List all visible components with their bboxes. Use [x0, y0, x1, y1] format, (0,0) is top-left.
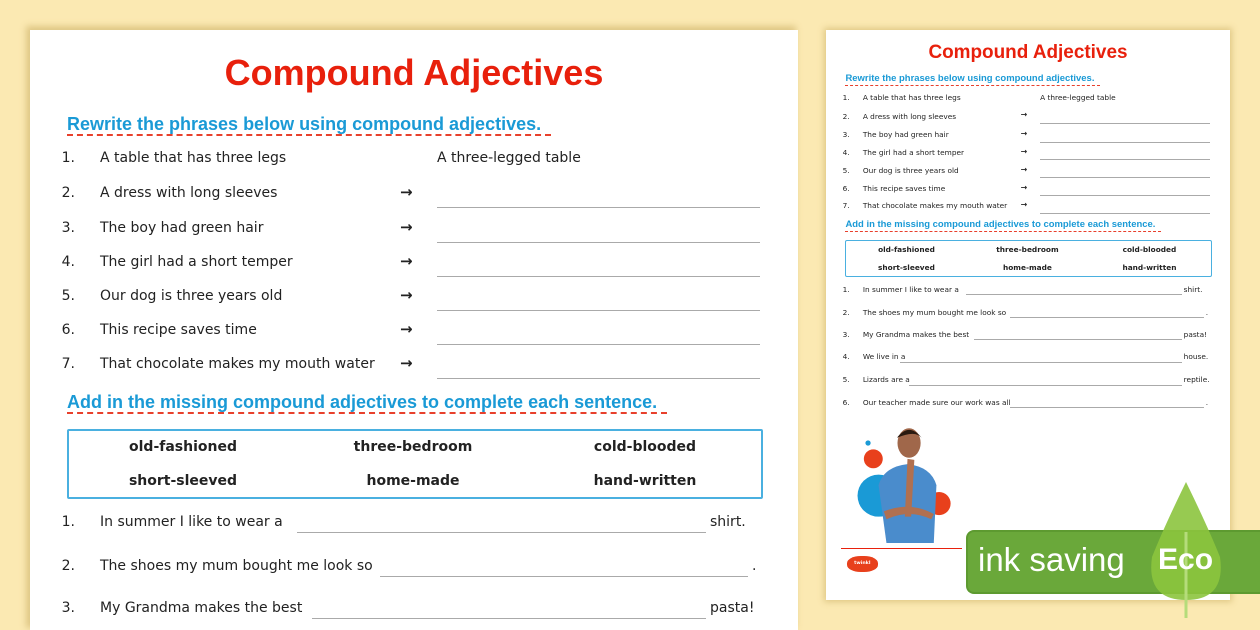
sentence-number: 5. [842, 375, 850, 385]
phrase-number: 7. [842, 201, 850, 211]
word-bank-item: old-fashioned [878, 245, 935, 255]
arrow-icon: → [400, 320, 413, 338]
thinking-man-illustration [847, 422, 963, 548]
phrase-number: 1. [842, 93, 850, 103]
answer-line[interactable] [1010, 407, 1204, 408]
phrase-text: The girl had a short temper [100, 254, 293, 270]
sentence-text: Our teacher made sure our work was all [862, 397, 1011, 407]
phrase-number: 2. [61, 185, 75, 201]
answer-line[interactable] [437, 310, 760, 311]
sentence-number: 4. [842, 352, 850, 362]
answer-line[interactable] [437, 344, 760, 345]
answer-line[interactable] [1040, 159, 1210, 160]
sentence-text: We live in a [862, 352, 906, 362]
sentence-text: In summer I like to wear a [100, 514, 283, 530]
footer-divider [841, 548, 962, 549]
word-bank-item: three-bedroom [353, 439, 473, 455]
arrow-icon: → [400, 183, 413, 201]
answer-line[interactable] [312, 618, 706, 619]
phrase-number: 4. [61, 254, 75, 270]
answer-line[interactable] [1040, 142, 1210, 143]
sentence-number: 2. [842, 307, 850, 317]
section2-heading: Add in the missing compound adjectives to complete each sentence. [67, 392, 667, 414]
phrase-text: The girl had a short temper [862, 147, 965, 157]
answer-line[interactable] [909, 385, 1182, 386]
sentence-ending: pasta! [1183, 329, 1208, 339]
phrase-text: That chocolate makes my mouth water [100, 356, 375, 372]
twinkl-logo: twinkl [847, 556, 878, 572]
ink-saving-label: ink saving [978, 541, 1125, 578]
section1-heading: Rewrite the phrases below using compound adjectives. [845, 74, 1099, 86]
sentence-ending: shirt. [710, 514, 746, 530]
answer-line[interactable] [437, 378, 760, 379]
phrase-text: Our dog is three years old [862, 165, 959, 175]
sentence-number: 3. [842, 329, 850, 339]
phrase-text: A table that has three legs [862, 93, 961, 103]
arrow-icon: → [400, 218, 413, 236]
phrase-text: The boy had green hair [862, 129, 949, 139]
sentence-ending: . [1205, 397, 1209, 407]
phrase-number: 5. [61, 288, 75, 304]
phrase-text: A table that has three legs [100, 150, 287, 166]
sentence-ending: . [752, 558, 757, 574]
sentence-number: 1. [842, 284, 850, 294]
sentence-ending: shirt. [1183, 284, 1203, 294]
sentence-text: The shoes my mum bought me look so [100, 558, 373, 574]
sentence-number: 6. [842, 397, 850, 407]
arrow-icon: → [400, 354, 413, 372]
word-bank-item: cold-blooded [593, 439, 697, 455]
word-bank-item: short-sleeved [128, 473, 238, 489]
arrow-icon: → [1020, 128, 1028, 138]
answer-line[interactable] [437, 276, 760, 277]
sentence-text: Lizards are a [862, 375, 910, 385]
answer-line[interactable] [1040, 195, 1210, 196]
phrase-number: 3. [842, 129, 850, 139]
phrase-number: 4. [842, 147, 850, 157]
sentence-text: In summer I like to wear a [862, 284, 959, 294]
word-bank-item: hand-written [593, 473, 697, 489]
phrase-number: 5. [842, 165, 850, 175]
answer-line[interactable] [1040, 177, 1210, 178]
answer-line[interactable] [900, 362, 1182, 363]
word-bank-item: old-fashioned [129, 439, 237, 455]
phrase-text: A dress with long sleeves [862, 111, 957, 121]
sentence-ending: pasta! [710, 600, 755, 616]
sentence-number: 1. [61, 514, 75, 530]
sentence-ending: reptile. [1183, 375, 1210, 385]
answer-line[interactable] [380, 576, 748, 577]
phrase-text: A dress with long sleeves [100, 185, 278, 201]
word-bank-item: home-made [1002, 263, 1052, 273]
phrase-text: This recipe saves time [100, 322, 257, 338]
word-bank-item: home-made [366, 473, 460, 489]
sentence-ending: house. [1183, 352, 1209, 362]
arrow-icon: → [1020, 182, 1028, 192]
worksheet-preview-large [30, 30, 798, 630]
answer-line[interactable] [297, 532, 706, 533]
phrase-number: 1. [61, 150, 75, 166]
section2-heading: Add in the missing compound adjectives to complete each sentence. [845, 220, 1160, 232]
answer-line[interactable] [437, 242, 760, 243]
section1-heading: Rewrite the phrases below using compound adjectives. [67, 114, 551, 136]
worksheet-title: Compound Adjectives [224, 52, 604, 93]
phrase-text: The boy had green hair [100, 220, 264, 236]
word-bank-item: hand-written [1122, 263, 1177, 273]
sentence-text: The shoes my mum bought me look so [862, 307, 1007, 317]
sentence-number: 3. [61, 600, 75, 616]
example-answer: A three-legged table [1040, 93, 1116, 103]
answer-line[interactable] [1040, 123, 1210, 124]
word-bank-item: cold-blooded [1122, 245, 1177, 255]
word-bank-item: short-sleeved [878, 263, 935, 273]
worksheet-title: Compound Adjectives [928, 41, 1128, 63]
arrow-icon: → [400, 286, 413, 304]
phrase-number: 6. [842, 183, 850, 193]
arrow-icon: → [400, 252, 413, 270]
sentence-text: My Grandma makes the best [862, 329, 970, 339]
answer-line[interactable] [966, 294, 1181, 295]
eco-label: Eco [1158, 543, 1214, 576]
answer-line[interactable] [437, 207, 760, 208]
answer-line[interactable] [1040, 213, 1210, 214]
phrase-number: 7. [61, 356, 75, 372]
phrase-text: This recipe saves time [862, 183, 946, 193]
arrow-icon: → [1020, 164, 1028, 174]
sentence-text: My Grandma makes the best [100, 600, 303, 616]
answer-line[interactable] [974, 339, 1181, 340]
phrase-text: That chocolate makes my mouth water [862, 201, 1008, 211]
word-bank-item: three-bedroom [996, 245, 1059, 255]
phrase-number: 2. [842, 111, 850, 121]
answer-line[interactable] [1010, 317, 1204, 318]
example-answer: A three-legged table [437, 150, 581, 166]
phrase-number: 3. [61, 220, 75, 236]
phrase-number: 6. [61, 322, 75, 338]
arrow-icon: → [1020, 146, 1028, 156]
arrow-icon: → [1020, 110, 1028, 120]
phrase-text: Our dog is three years old [100, 288, 283, 304]
sentence-ending: . [1205, 307, 1209, 317]
arrow-icon: → [1020, 200, 1028, 210]
sentence-number: 2. [61, 558, 75, 574]
